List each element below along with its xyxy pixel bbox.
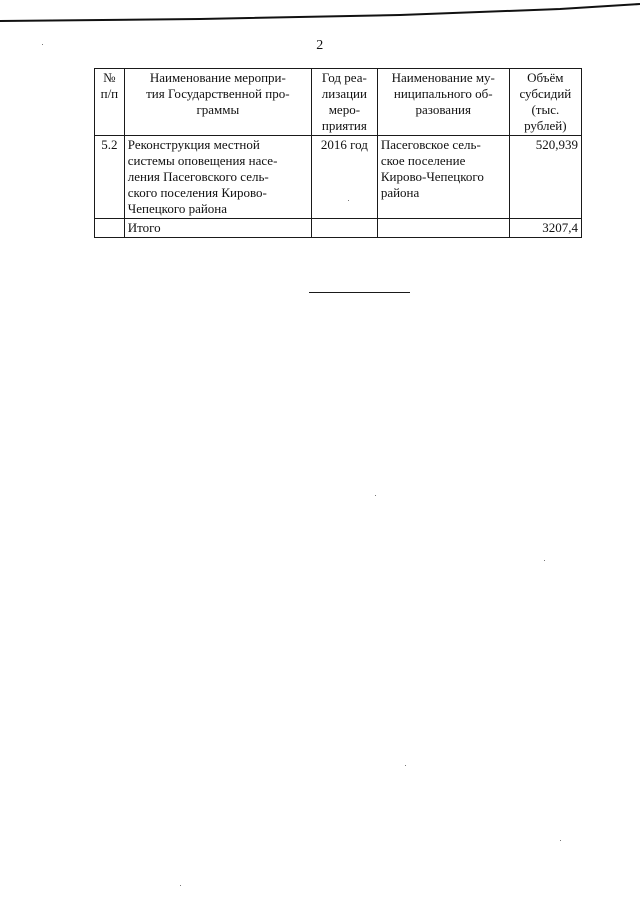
scan-speck [348, 200, 349, 201]
row-sum: 520,939 [509, 136, 581, 219]
scan-speck [42, 44, 43, 45]
total-row [95, 219, 582, 238]
table-header-row [95, 69, 582, 136]
table-row [95, 136, 582, 219]
header-event: Наименование меропри- тия Государственной про- граммы [124, 69, 311, 136]
header-year: Год реа- лизации меро- приятия [311, 69, 377, 136]
row-num: 5.2 [95, 136, 125, 219]
header-municipality: Наименование му- ниципального об- разования [377, 69, 509, 136]
separator-line [309, 292, 410, 293]
scan-speck [180, 885, 181, 886]
total-num-empty [95, 219, 125, 238]
header-sum: Объём субсидий (тыс. рублей) [509, 69, 581, 136]
total-sum: 3207,4 [509, 219, 581, 238]
scan-speck [544, 560, 545, 561]
scan-speck [405, 765, 406, 766]
page-number: 2 [316, 38, 324, 53]
row-event: Реконструкция местной системы оповещения насе- ления Пасеговского сель- ского поселения Кирово- Чепецкого района [124, 136, 311, 219]
total-municipality-empty [377, 219, 509, 238]
subsidies-table [94, 68, 582, 238]
row-municipality: Пасеговское сель- ское поселение Кирово-Чепецкого района [377, 136, 509, 219]
header-num: № п/п [95, 69, 125, 136]
total-year-empty [311, 219, 377, 238]
total-label: Итого [124, 219, 311, 238]
row-year: 2016 год [311, 136, 377, 219]
scan-edge-line [0, 0, 640, 30]
scan-speck [375, 495, 376, 496]
scan-speck [560, 840, 561, 841]
